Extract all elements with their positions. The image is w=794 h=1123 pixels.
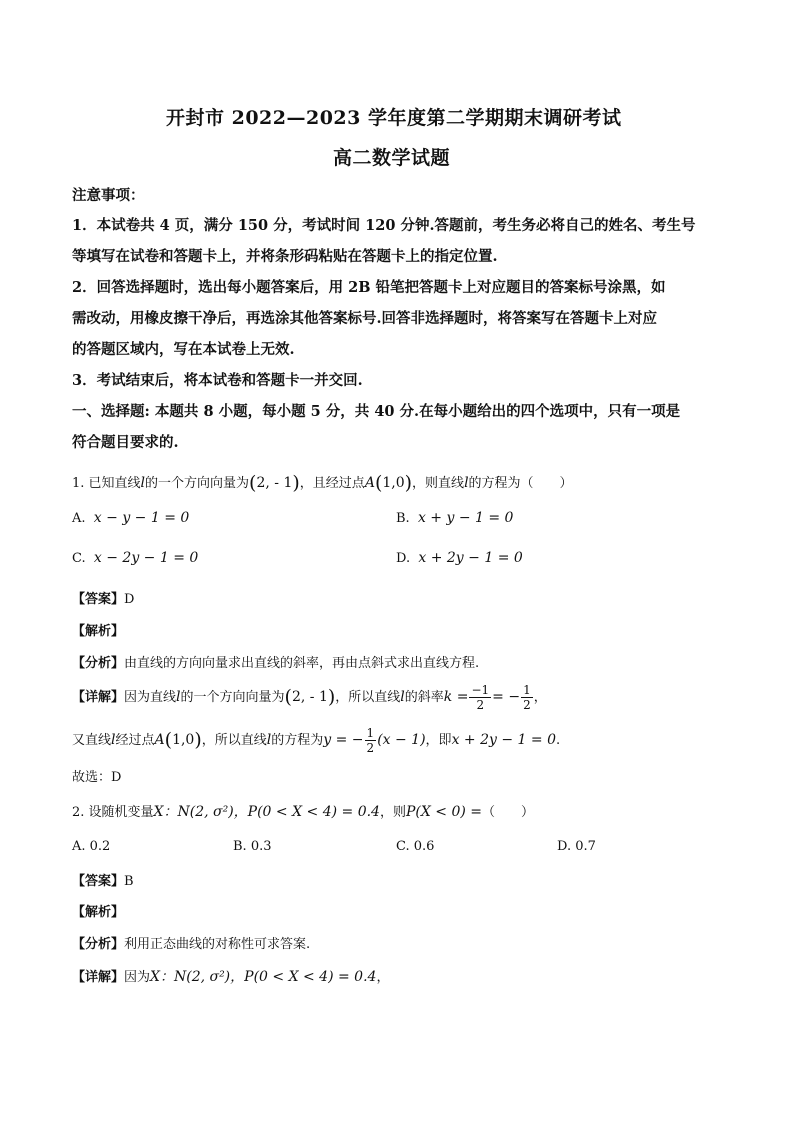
question-1-stem (72, 472, 573, 494)
section-1-line-1: 一、选择题: 本题共 8 小题，每小题 5 分，共 40 分.在每小题给出的四个选项中，只有一项是 (72, 403, 681, 420)
notes-heading: 注意事项： (72, 187, 145, 204)
page-subtitle: 高二数学试题 (333, 147, 451, 169)
q1-text-1: 1. 已知直线 (72, 476, 141, 491)
note-2-line-3: 的答题区域内，写在本试卷上无效. (72, 341, 295, 358)
q2-option-a: A. 0.2 (72, 839, 111, 854)
q2-option-b: B. 0.3 (233, 839, 272, 854)
q1-detail-line-2: 又直线l经过点A(1,0)，所以直线l的方程为y = − $\frac{1}{2}$ (x − 1)，即x + 2y − 1 = 0. (72, 726, 561, 755)
q2-detail-line-1: 【详解】因为X：N(2, σ²)，P(0 < X < 4) = 0.4， (72, 969, 390, 985)
q2-answer: 【答案】B (72, 874, 134, 889)
note-1-line-1: 1．本试卷共 4 页，满分 150 分，考试时间 120 分钟.答题前，考生务必将自己的姓名、考生号 (72, 217, 696, 234)
question-2-stem: 2. 设随机变量X：N(2, σ²)，P(0 < X < 4) = 0.4，则P(X < 0) =（ ） (72, 804, 535, 820)
note-1-line-2: 等填写在试卷和答题卡上，并将条形码粘贴在答题卡上的指定位置. (72, 248, 498, 265)
section-1-line-2: 符合题目要求的. (72, 434, 179, 451)
note-3: 3．考试结束后，将本试卷和答题卡一并交回. (72, 372, 363, 389)
q1-var-l: l (140, 475, 146, 491)
q1-vector: (2, - 1) (249, 472, 300, 494)
q1-text-5: 的方程为（ ） (468, 476, 573, 491)
q2-analysis-tag: 【解析】 (72, 905, 125, 920)
q1-text-2: 的一个方向向量为 (145, 476, 250, 491)
q1-var-l-2: l (464, 475, 469, 491)
q2-option-c: C. 0.6 (396, 839, 435, 854)
q1-option-a: A. x − y − 1 = 0 (72, 510, 190, 526)
q2-fenxi: 【分析】利用正态曲线的对称性可求答案. (72, 937, 311, 952)
page-title: 开封市 2022—2023 学年度第二学期期末调研考试 (166, 107, 622, 129)
q1-choice: 故选：D (72, 770, 122, 785)
q1-text-3: ，且经过点 (299, 476, 365, 491)
q1-answer: 【答案】D (72, 592, 135, 607)
q1-point-A: A(1,0) (364, 472, 413, 494)
q1-text-4: ，则直线 (412, 476, 465, 491)
note-2-line-2: 需改动，用橡皮擦干净后，再选涂其他答案标号.回答非选择题时，将答案写在答题卡上对应 (72, 310, 658, 327)
q1-detail-line-1: 【详解】因为直线l的一个方向向量为(2, - 1)，所以直线l的斜率k = $\frac{-1}{2}$ = − $\frac{1}{2}$ ， (72, 683, 547, 712)
note-2-line-1: 2．回答选择题时，选出每小题答案后，用 2B 铅笔把答题卡上对应题目的答案标号涂黑，如 (72, 279, 666, 296)
q1-analysis-tag: 【解析】 (72, 624, 125, 639)
q1-option-d: D. x + 2y − 1 = 0 (396, 550, 523, 566)
q1-fenxi: 【分析】由直线的方向向量求出直线的斜率，再由点斜式求出直线方程. (72, 656, 480, 671)
q2-option-d: D. 0.7 (557, 839, 596, 854)
q1-option-b: B. x + y − 1 = 0 (396, 510, 514, 526)
q1-option-c: C. x − 2y − 1 = 0 (72, 550, 199, 566)
